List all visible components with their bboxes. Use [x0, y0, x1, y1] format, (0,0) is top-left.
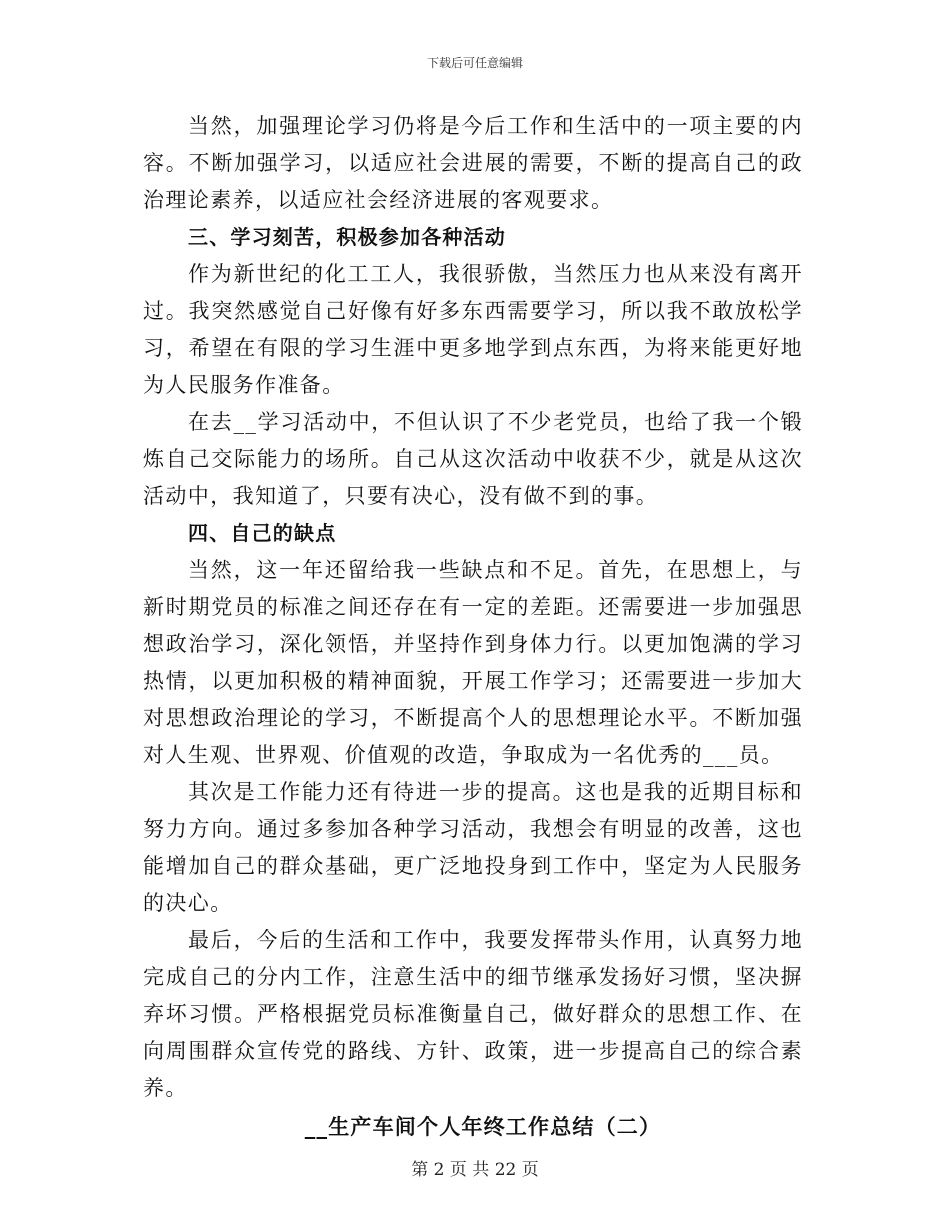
paragraph-chemical-worker: 作为新世纪的化工工人，我很骄傲，当然压力也从来没有离开过。我突然感觉自己好像有好多东西需要学习，所以我不敢放松学习，希望在有限的学习生涯中更多地学到点东西，为将来能更好地为人民服务作准备。 — [143, 262, 803, 397]
paragraph-shortcomings: 当然，这一年还留给我一些缺点和不足。首先，在思想上，与新时期党员的标准之间还存在有一定的差距。还需要进一步加强思想政治学习，深化领悟，并坚持作到身体力行。以更加饱满的学习热情，以更加积极的精神面貌，开展工作学习；还需要进一步加大对思想政治理论的学习，不断提高个人的思想理论水平。不断加强对人生观、世界观、价值观的改造，争取成为一名优秀的___员。 — [143, 558, 803, 767]
section-heading-3: 三、学习刻苦，积极参加各种活动 — [188, 225, 506, 249]
page-number: 第 2 页 共 22 页 — [411, 1160, 539, 1180]
section-title: __生产车间个人年终工作总结（二） — [304, 1115, 662, 1139]
section-heading-4: 四、自己的缺点 — [188, 521, 337, 545]
paragraph-study-activity: 在去__学习活动中，不但认识了不少老党员，也给了我一个锻炼自己交际能力的场所。自己从这次活动中收获不少，就是从这次活动中，我知道了，只要有决心，没有做不到的事。 — [143, 410, 803, 508]
paragraph-work-ability: 其次是工作能力还有待进一步的提高。这也是我的近期目标和努力方向。通过多参加各种学习活动，我想会有明显的改善，这也能增加自己的群众基础，更广泛地投身到工作中，坚定为人民服务的决心。 — [143, 780, 803, 915]
paragraph-theory-study: 当然，加强理论学习仍将是今后工作和生活中的一项主要的内容。不断加强学习，以适应社会进展的需要，不断的提高自己的政治理论素养，以适应社会经济进展的客观要求。 — [143, 114, 803, 212]
document-body — [143, 108, 803, 1147]
paragraph-finally: 最后，今后的生活和工作中，我要发挥带头作用，认真努力地完成自己的分内工作，注意生活中的细节继承发扬好习惯，坚决摒弃坏习惯。严格根据党员标准衡量自己，做好群众的思想工作、在向周围群众宣传党的路线、方针、政策，进一步提高自己的综合素养。 — [143, 928, 803, 1100]
page-header-watermark: 下载后可任意编辑 — [426, 56, 523, 70]
